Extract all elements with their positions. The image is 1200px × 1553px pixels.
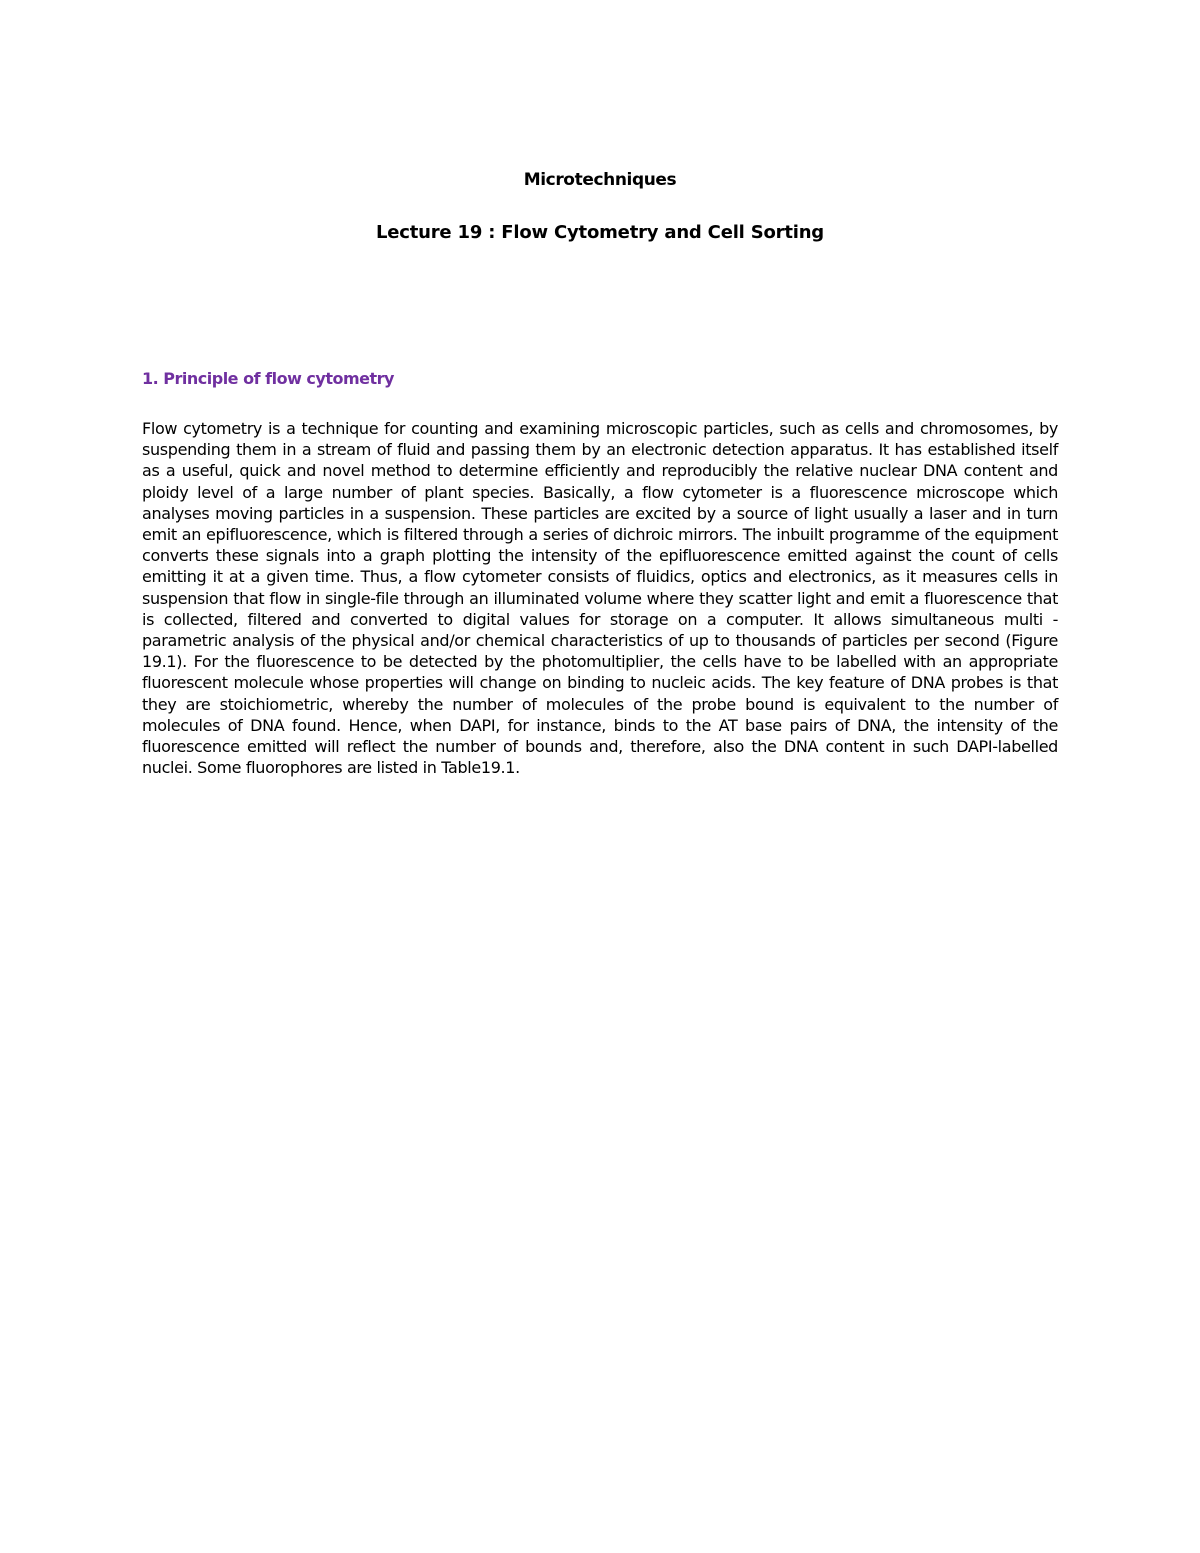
lecture-subtitle: Lecture 19 : Flow Cytometry and Cell Sorting	[375, 222, 824, 243]
section-paragraph-principle: Flow cytometry is a technique for counting and examining microscopic particles, such as cells and chromosomes, by suspending them in a stream of fluid and passing them by an electronic detection apparatus. It has established itself as a useful, quick and novel method to determine efficiently and reproducibly the relative nuclear DNA content and ploidy level of a large number of plant species. Basically, a flow cytometer is a fluorescence microscope which analyses moving particles in a suspension. These particles are excited by a source of light usually a laser and in turn emit an epifluorescence, which is filtered through a series of dichroic mirrors. The inbuilt programme of the equipment converts these signals into a graph plotting the intensity of the epifluorescence emitted against the count of cells emitting it at a given time. Thus, a flow cytometer consists of fluidics, optics and electronics, as it measures cells in suspension that flow in single-file through an illuminated volume where they scatter light and emit a fluorescence that is collected, filtered and converted to digital values for storage on a computer. It allows simultaneous multi - parametric analysis of the physical and/or chemical characteristics of up to thousands of particles per second (Figure 19.1). For the fluorescence to be detected by the photomultiplier, the cells have to be labelled with an appropriate fluorescent molecule whose properties will change on binding to nucleic acids. The key feature of DNA probes is that they are stoichiometric, whereby the number of molecules of the probe bound is equivalent to the number of molecules of DNA found. Hence, when DAPI, for instance, binds to the AT base pairs of DNA, the intensity of the fluorescence emitted will reflect the number of bounds and, therefore, also the DNA content in such DAPI-labelled nuclei. Some fluorophores are listed in Table19.1.	[142, 419, 1058, 778]
document-title: Microtechniques	[523, 170, 677, 190]
section-heading-principle: 1. Principle of flow cytometry	[142, 369, 394, 388]
